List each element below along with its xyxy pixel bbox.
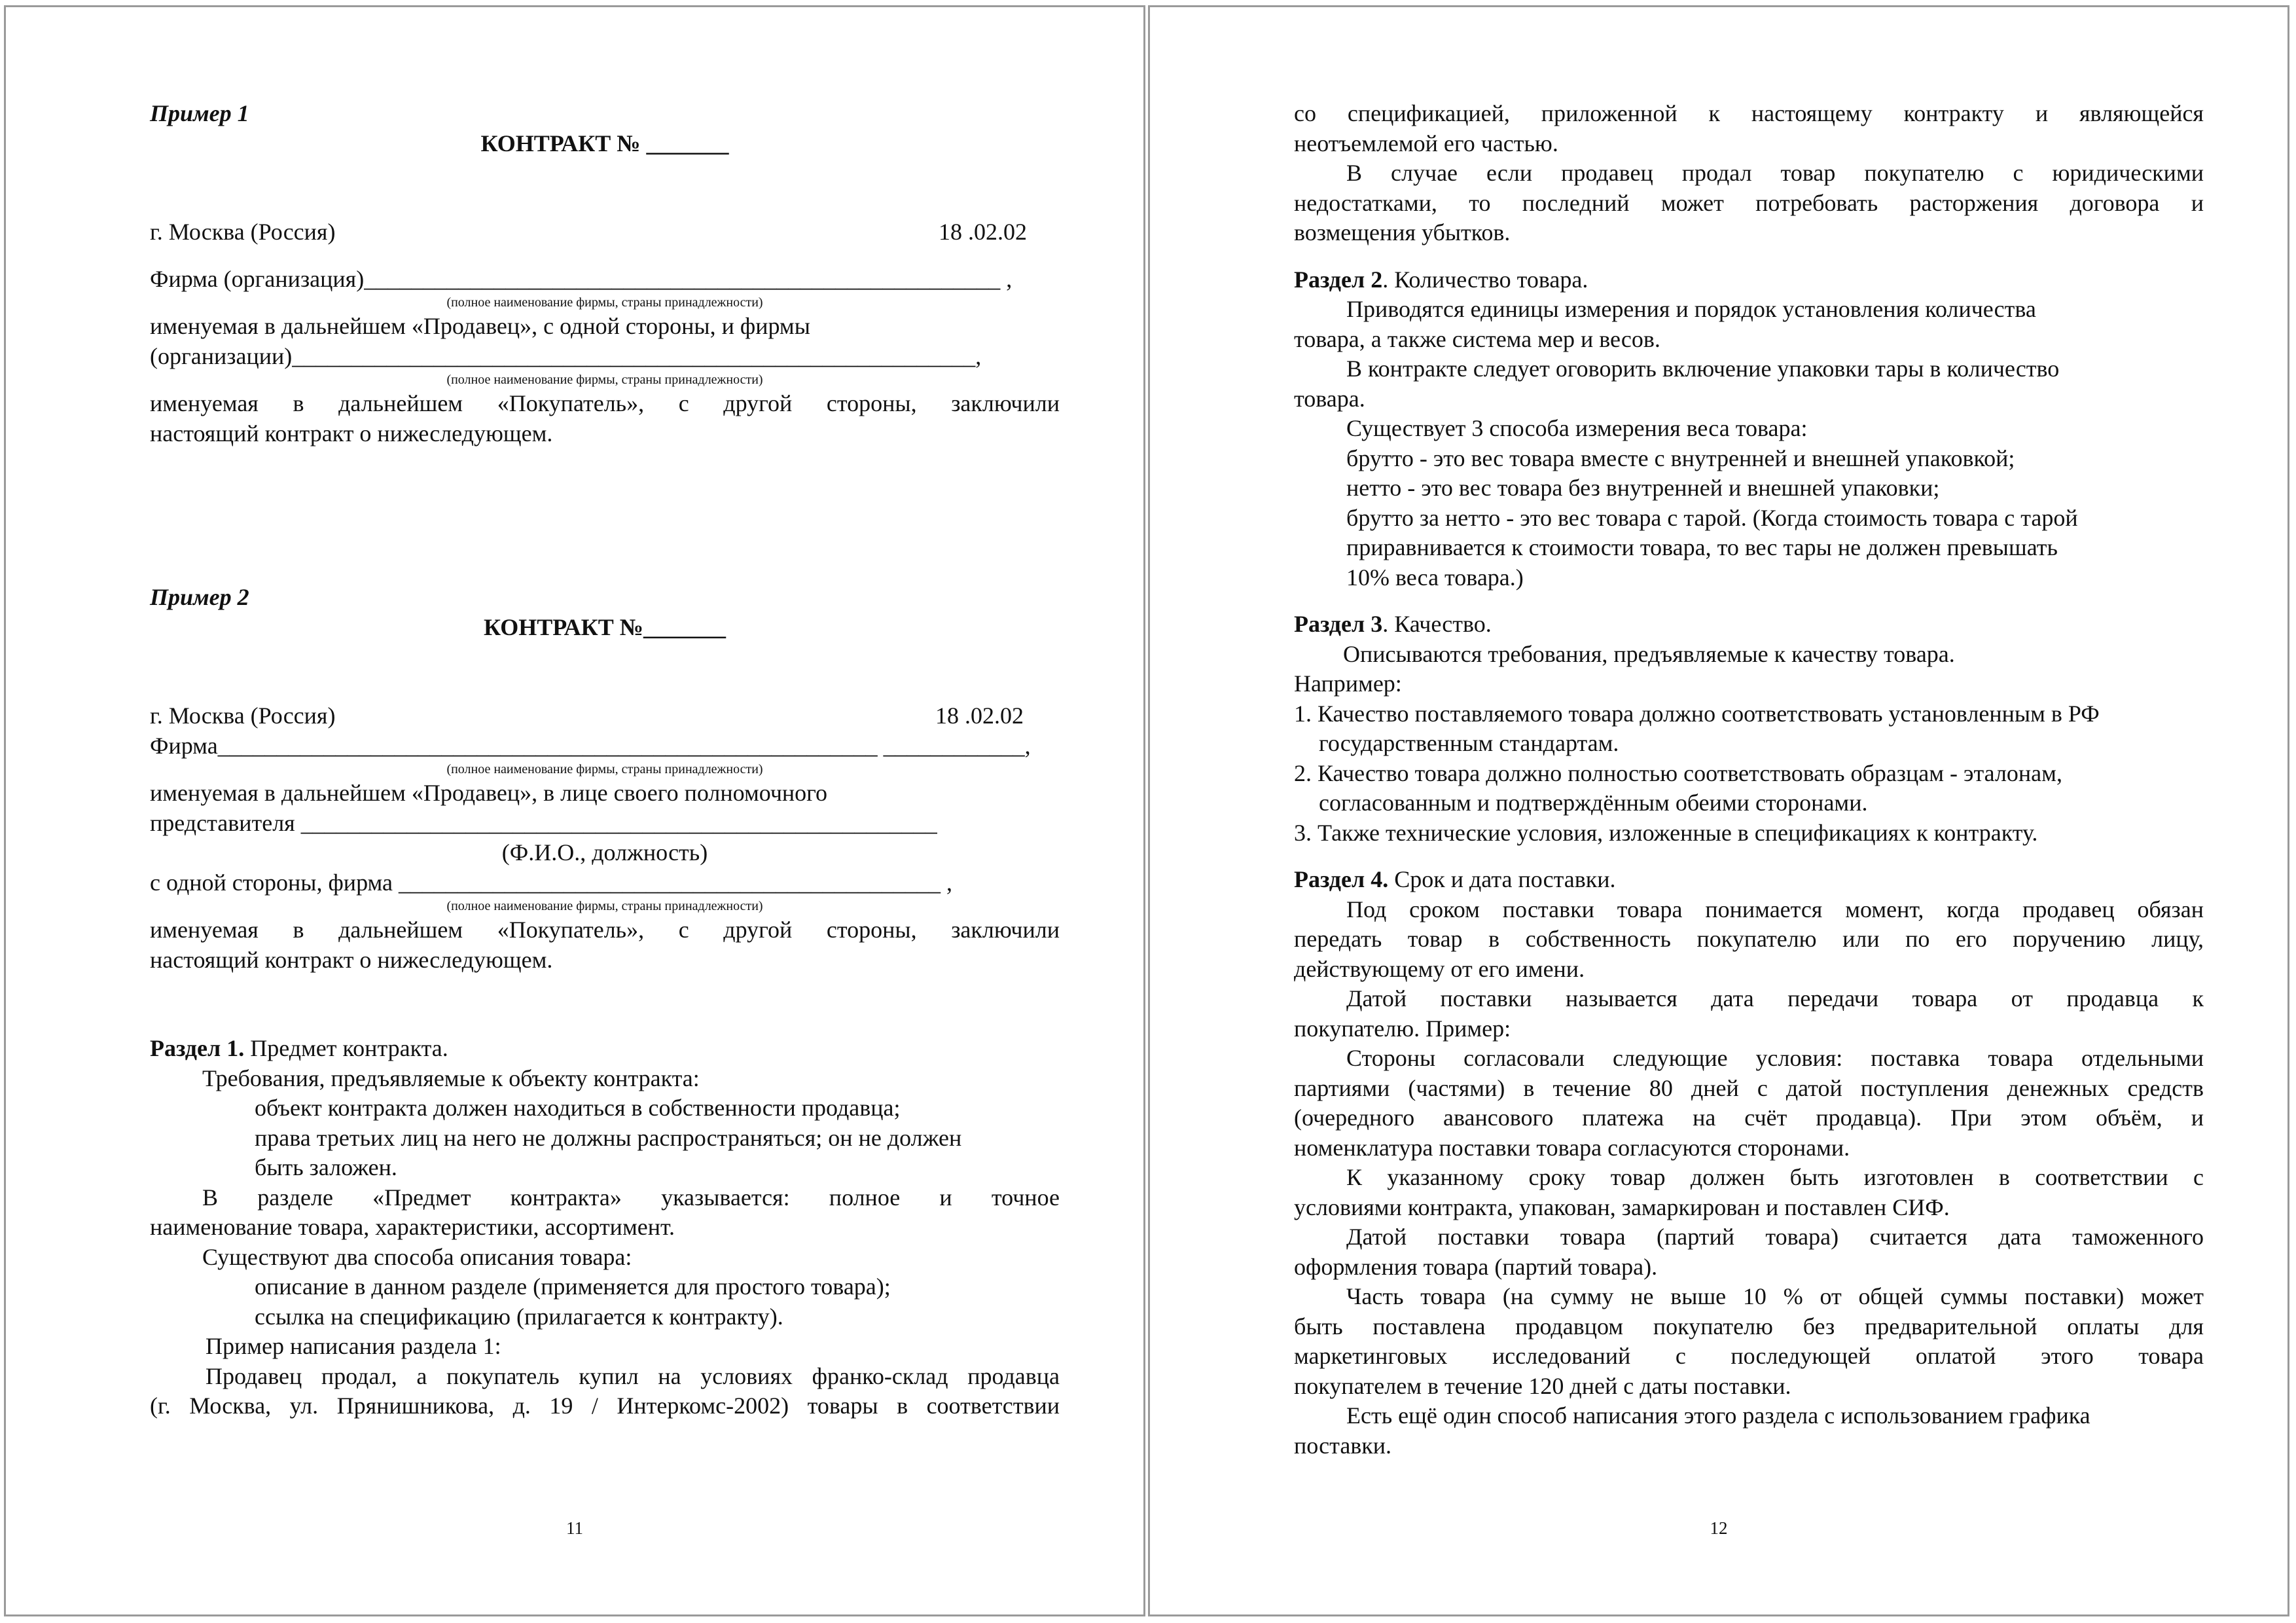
section-4-heading: Раздел 4. Срок и дата поставки.: [1294, 866, 1616, 892]
date: 18 .02.02: [939, 219, 1027, 245]
contract-title-1: КОНТРАКТ № _______: [480, 130, 729, 156]
page-right: [1148, 5, 2289, 1616]
list-item: 2. Качество товара должно полностью соответствовать образцам - эталонам,: [1294, 759, 2062, 786]
paragraph: К указанному сроку товар должен быть изготовлен в соответствии с: [1346, 1164, 2204, 1190]
representative-line: представителя ______________________________________________________: [150, 809, 937, 836]
paragraph: Часть товара (на сумму не выше 10 % от общей суммы поставки) может: [1346, 1283, 2204, 1309]
place-date-row-1: [150, 217, 1060, 247]
paragraph: номенклатура поставки товара согласуются сторонами.: [1294, 1134, 1850, 1161]
paragraph: маркетинговых исследований с последующей оплатой этого товара: [1294, 1343, 2204, 1369]
paragraph: (г. Москва, ул. Прянишникова, д. 19 / Интеркомс-2002) товары в соответствии: [150, 1393, 1060, 1419]
buyer-line: именуемая в дальнейшем «Покупатель», с другой стороны, заключили: [150, 390, 1060, 416]
list-item: быть заложен.: [255, 1154, 397, 1180]
paragraph: В случае если продавец продал товар покупателю с юридическими: [1346, 160, 2204, 186]
buyer-line: именуемая в дальнейшем «Покупатель», с другой стороны, заключили: [150, 917, 1060, 943]
paragraph: условиями контракта, упакован, замаркирован и поставлен СИФ.: [1294, 1194, 1950, 1220]
paragraph: Описываются требования, предъявляемые к качеству товара.: [1343, 640, 1955, 667]
city: г. Москва (Россия): [150, 219, 336, 245]
list-item: ссылка на спецификацию (прилагается к контракту).: [255, 1303, 783, 1330]
list-item: права третьих лиц на него не должны распространяться; он не должен: [255, 1124, 962, 1151]
paragraph: Есть ещё один способ написания этого раздела с использованием графика: [1346, 1402, 2090, 1429]
page-number: 11: [566, 1518, 583, 1538]
paragraph: Пример написания раздела 1:: [206, 1333, 501, 1359]
list-item: объект контракта должен находиться в собственности продавца;: [255, 1095, 901, 1121]
example-1-label: Пример 1: [150, 100, 249, 126]
list-item: 3. Также технические условия, изложенные в спецификациях к контракту.: [1294, 819, 2038, 846]
place-date-row-2: [150, 701, 1060, 731]
list-item: государственным стандартам.: [1319, 730, 1619, 756]
paragraph: быть поставлена продавцом покупателю без предварительной оплаты для: [1294, 1313, 2204, 1340]
buyer-line-end: настоящий контракт о нижеследующем.: [150, 946, 553, 973]
other-party-line: с одной стороны, фирма ______________________________________________ ,: [150, 869, 953, 896]
seller-line: именуемая в дальнейшем «Продавец», в лице своего полномочного: [150, 780, 828, 806]
contract-title-2: КОНТРАКТ №_______: [484, 613, 726, 640]
page-number: 12: [1710, 1518, 1728, 1538]
paragraph: покупателю. Пример:: [1294, 1015, 1511, 1042]
section-1-heading: Раздел 1. Предмет контракта.: [150, 1035, 448, 1061]
paragraph: Датой поставки товара (партий товара) считается дата таможенного: [1346, 1224, 2204, 1250]
paragraph: со спецификацией, приложенной к настоящему контракту и являющейся: [1294, 100, 2204, 126]
paragraph: возмещения убытков.: [1294, 219, 1511, 246]
list-item: брутто - это вес товара вместе с внутренней и внешней упаковкой;: [1346, 445, 2015, 471]
paragraph: неотъемлемой его частью.: [1294, 130, 1558, 156]
list-item: согласованным и подтверждённым обеими сторонами.: [1319, 790, 1868, 816]
list-item: 1. Качество поставляемого товара должно соответствовать установленным в РФ: [1294, 700, 2100, 727]
paragraph: поставки.: [1294, 1432, 1392, 1459]
paragraph: Например:: [1294, 670, 1402, 697]
paragraph: Продавец продал, а покупатель купил на условиях франко-склад продавца: [206, 1362, 1060, 1389]
paragraph: недостатками, то последний может потребовать расторжения договора и: [1294, 189, 2204, 216]
seller-line: именуемая в дальнейшем «Продавец», с одной стороны, и фирмы: [150, 313, 810, 339]
paragraph: В разделе «Предмет контракта» указывается: полное и точное: [202, 1184, 1060, 1211]
page-left-text: [150, 99, 1060, 1421]
list-item: 10% веса товара.): [1346, 564, 1524, 591]
list-item: брутто за нетто - это вес товара с тарой. (Когда стоимость товара с тарой: [1346, 504, 2078, 531]
list-item: описание в данном разделе (применяется для простого товара);: [255, 1273, 891, 1300]
paragraph: В контракте следует оговорить включение упаковки тары в количество: [1346, 356, 2060, 382]
section-2-heading: Раздел 2. Количество товара.: [1294, 266, 1588, 293]
paragraph: передать товар в собственность покупателю или по его поручению лицу,: [1294, 926, 2204, 952]
paragraph: Существуют два способа описания товара:: [202, 1243, 632, 1270]
paragraph: действующему от его имени.: [1294, 955, 1585, 982]
paragraph: Приводятся единицы измерения и порядок установления количества: [1346, 296, 2036, 322]
fio-note: (Ф.И.О., должность): [501, 839, 708, 866]
paragraph: Существует 3 способа измерения веса товара:: [1346, 415, 1808, 441]
field-note: (полное наименование фирмы, страны принадлежности): [446, 373, 763, 387]
paragraph: (очередного авансового платежа на счёт продавца). При этом объём, и: [1294, 1104, 2204, 1131]
paragraph: партиями (частями) в течение 80 дней с датой поступления денежных средств: [1294, 1074, 2204, 1101]
paragraph: покупателем в течение 120 дней с даты поставки.: [1294, 1372, 1791, 1399]
section-3-heading: Раздел 3. Качество.: [1294, 611, 1492, 637]
paragraph: оформления товара (партий товара).: [1294, 1253, 1658, 1280]
buyer-line-end: настоящий контракт о нижеследующем.: [150, 420, 553, 447]
list-item: нетто - это вес товара без внутренней и внешней упаковки;: [1346, 475, 1940, 501]
paragraph: Стороны согласовали следующие условия: поставка товара отдельными: [1346, 1045, 2204, 1071]
paragraph: наименование товара, характеристики, ассортимент.: [150, 1214, 675, 1240]
paragraph: товара, а также система мер и весов.: [1294, 325, 1660, 352]
paragraph: Датой поставки называется дата передачи товара от продавца к: [1346, 985, 2204, 1012]
page-left: [4, 5, 1145, 1616]
list-item: приравнивается к стоимости товара, то вес тары не должен превышать: [1346, 534, 2058, 560]
city: г. Москва (Россия): [150, 702, 336, 729]
paragraph: Под сроком поставки товара понимается момент, когда продавец обязан: [1346, 896, 2204, 922]
field-note: (полное наименование фирмы, страны принадлежности): [446, 899, 763, 913]
example-2-label: Пример 2: [150, 584, 249, 610]
date: 18 .02.02: [935, 702, 1024, 729]
paragraph: товара.: [1294, 385, 1365, 412]
field-note: (полное наименование фирмы, страны принадлежности): [446, 762, 763, 776]
page-right-text: [1294, 99, 2204, 1461]
paragraph: Требования, предъявляемые к объекту контракта:: [202, 1065, 700, 1091]
firm-line: Фирма (организация)______________________________________________________ ,: [150, 265, 1013, 292]
org-line: (организации)__________________________________________________________,: [150, 342, 982, 369]
field-note: (полное наименование фирмы, страны принадлежности): [446, 295, 763, 310]
firm-line: Фирма________________________________________________________ ____________,: [150, 732, 1031, 759]
